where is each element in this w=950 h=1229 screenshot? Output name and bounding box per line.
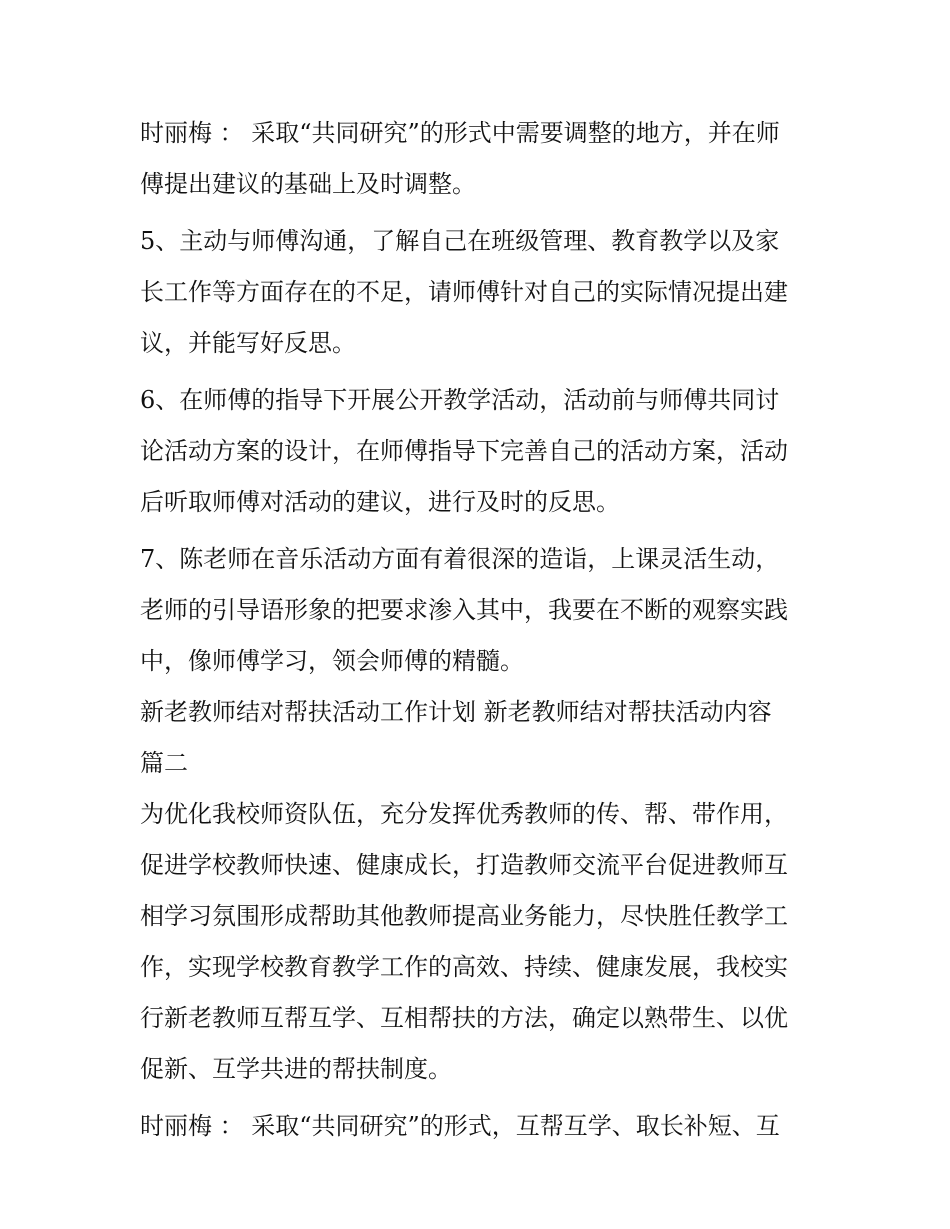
text-line: 议，并能写好反思。 [140, 329, 356, 357]
text-line: 长工作等方面存在的不足，请师傅针对自己的实际情况提出建 [140, 278, 788, 306]
document-body [140, 108, 820, 1158]
text-line: 相学习氛围形成帮助其他教师提高业务能力，尽快胜任教学工 [140, 902, 788, 930]
text-line: 行新老教师互帮互学、互相帮扶的方法，确定以熟带生、以优 [140, 1004, 788, 1032]
section-heading [140, 687, 820, 789]
paragraph-item-7 [140, 534, 820, 687]
text-line: 傅提出建议的基础上及时调整。 [140, 170, 476, 198]
text-line: 时丽梅 ： 采取“共同研究”的形式中需要调整的地方，并在师 [140, 119, 780, 147]
text-line: 6、在师傅的指导下开展公开教学活动，活动前与师傅共同讨 [140, 386, 780, 414]
text-line: 促新、互学共进的帮扶制度。 [140, 1055, 452, 1083]
text-line: 篇二 [140, 749, 188, 777]
paragraph-item-6 [140, 375, 820, 528]
text-line: 后听取师傅对活动的建议，进行及时的反思。 [140, 488, 620, 516]
paragraph-research [140, 1101, 820, 1152]
text-line: 中，像师傅学习，领会师傅的精髓。 [140, 647, 524, 675]
text-line: 7、陈老师在音乐活动方面有着很深的造诣，上课灵活生动， [140, 545, 780, 573]
paragraph-adjustment [140, 108, 820, 210]
paragraph-intro [140, 789, 820, 1095]
text-line: 为优化我校师资队伍，充分发挥优秀教师的传、帮、带作用， [140, 800, 788, 828]
text-line: 论活动方案的设计，在师傅指导下完善自己的活动方案，活动 [140, 437, 788, 465]
text-line: 5、主动与师傅沟通，了解自己在班级管理、教育教学以及家 [140, 227, 780, 255]
text-line: 促进学校教师快速、健康成长，打造教师交流平台促进教师互 [140, 851, 788, 879]
text-line: 新老教师结对帮扶活动工作计划 新老教师结对帮扶活动内容 [140, 698, 772, 726]
text-line: 作，实现学校教育教学工作的高效、持续、健康发展，我校实 [140, 953, 788, 981]
paragraph-item-5 [140, 216, 820, 369]
text-line: 时丽梅 ： 采取“共同研究”的形式，互帮互学、取长补短、互 [140, 1112, 780, 1140]
text-line: 老师的引导语形象的把要求渗入其中，我要在不断的观察实践 [140, 596, 788, 624]
